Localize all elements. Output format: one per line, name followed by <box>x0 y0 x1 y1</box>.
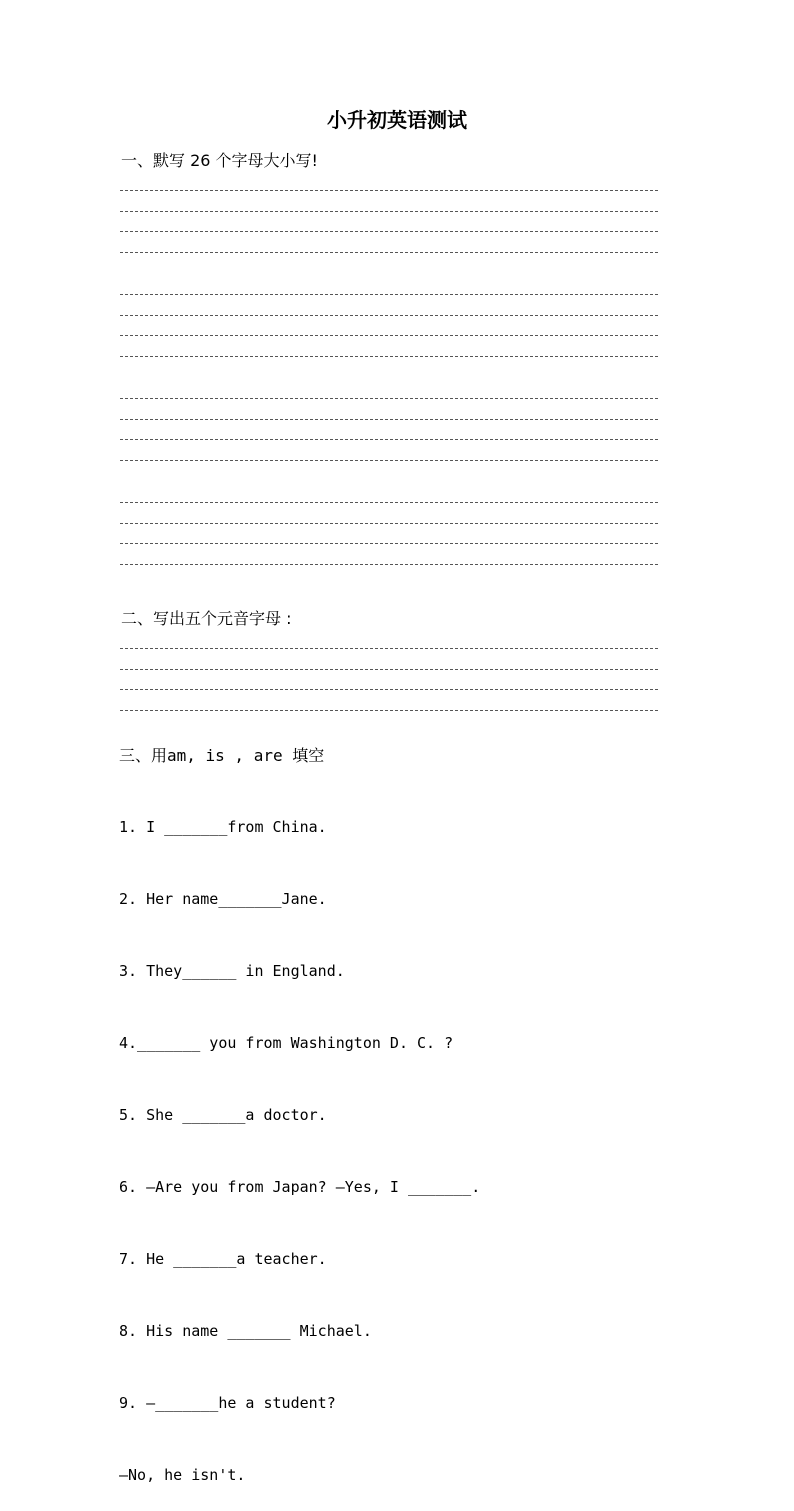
writing-lines-block-2[interactable] <box>120 274 658 357</box>
writing-line[interactable] <box>120 191 658 212</box>
section-2-heading: 二、写出五个元音字母 : <box>121 609 292 628</box>
writing-line[interactable] <box>120 670 658 691</box>
writing-line[interactable] <box>120 649 658 670</box>
writing-line[interactable] <box>120 295 658 316</box>
writing-line[interactable] <box>120 336 658 357</box>
question-item: 4._______ you from Washington D. C. ? <box>119 1034 454 1052</box>
writing-line[interactable] <box>120 232 658 253</box>
writing-line[interactable] <box>120 420 658 441</box>
answer-line: —No, he isn't. <box>119 1466 246 1484</box>
writing-lines-block-4[interactable] <box>120 482 658 565</box>
writing-lines-block-3[interactable] <box>120 378 658 461</box>
writing-line[interactable] <box>120 170 658 191</box>
writing-line[interactable] <box>120 628 658 649</box>
writing-line[interactable] <box>120 399 658 420</box>
writing-line[interactable] <box>120 378 658 399</box>
question-item: 3. They______ in England. <box>119 962 345 980</box>
page-title: 小升初英语测试 <box>327 108 467 132</box>
writing-line[interactable] <box>120 440 658 461</box>
writing-line[interactable] <box>120 544 658 565</box>
question-item: 7. He _______a teacher. <box>119 1250 327 1268</box>
writing-line[interactable] <box>120 503 658 524</box>
section-3-heading: 三、用am, is , are 填空 <box>119 746 325 765</box>
question-item: 1. I _______from China. <box>119 818 327 836</box>
writing-line[interactable] <box>120 274 658 295</box>
question-item: 8. His name _______ Michael. <box>119 1322 372 1340</box>
question-item: 6. —Are you from Japan? —Yes, I _______. <box>119 1178 481 1196</box>
question-item: 5. She _______a doctor. <box>119 1106 327 1124</box>
writing-lines-block-1[interactable] <box>120 170 658 253</box>
writing-line[interactable] <box>120 212 658 233</box>
question-list <box>119 767 480 1511</box>
writing-line[interactable] <box>120 316 658 337</box>
writing-line[interactable] <box>120 524 658 545</box>
question-item: 2. Her name_______Jane. <box>119 890 327 908</box>
section-1-heading: 一、默写 26 个字母大小写! <box>121 151 318 170</box>
question-item: 9. —_______he a student? <box>119 1394 336 1412</box>
writing-line[interactable] <box>120 482 658 503</box>
writing-line[interactable] <box>120 690 658 711</box>
writing-lines-block-5[interactable] <box>120 628 658 711</box>
